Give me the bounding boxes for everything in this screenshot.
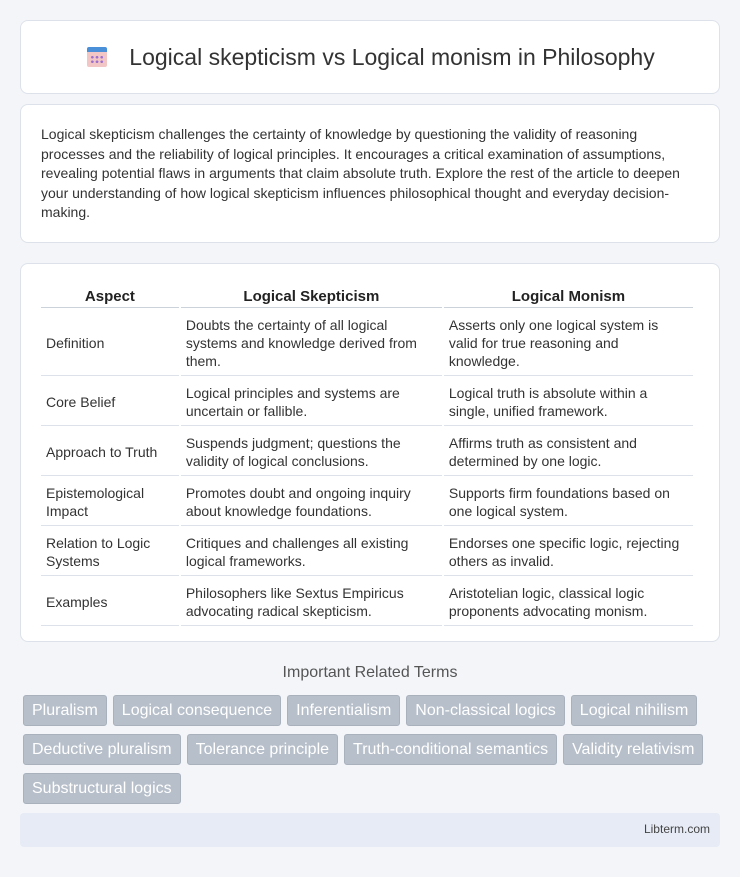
intro-text: Logical skepticism challenges the certainty of knowledge by questioning the validity of reasoning processes and the reliability of logical principles. It encourages a critical examination of assumptions, revealing potential flaws in arguments that claim absolute truth. Explore the rest of the article to deepen your understanding of how logical skepticism influences philosophical thought and everyday decision-making.	[41, 126, 680, 221]
table-header-row	[41, 284, 693, 308]
table-row	[41, 476, 693, 526]
header-aspect: Aspect	[41, 284, 179, 308]
related-term-tag[interactable]: Tolerance principle	[187, 734, 338, 765]
related-term-tag[interactable]: Deductive pluralism	[23, 734, 181, 765]
table-cell: Suspends judgment; questions the validity of logical conclusions.	[181, 426, 442, 476]
table-cell: Relation to Logic Systems	[41, 526, 179, 576]
table-row	[41, 376, 693, 426]
table-cell: Epistemological Impact	[41, 476, 179, 526]
table-cell: Endorses one specific logic, rejecting others as invalid.	[444, 526, 693, 576]
table-cell: Promotes doubt and ongoing inquiry about knowledge foundations.	[181, 476, 442, 526]
intro-card	[20, 104, 720, 243]
header-logical-skepticism: Logical Skepticism	[181, 284, 442, 308]
table-row	[41, 526, 693, 576]
table-cell: Definition	[41, 308, 179, 376]
related-terms-title: Important Related Terms	[282, 664, 458, 681]
table-cell: Affirms truth as consistent and determined by one logic.	[444, 426, 693, 476]
table-cell: Core Belief	[41, 376, 179, 426]
table-cell: Logical principles and systems are uncertain or fallible.	[181, 376, 442, 426]
related-term-tag[interactable]: Substructural logics	[23, 773, 181, 804]
footer-site-link[interactable]: Libterm.com	[643, 822, 710, 836]
related-term-tag[interactable]: Non-classical logics	[406, 695, 565, 726]
comparison-table	[39, 284, 695, 626]
table-cell: Asserts only one logical system is valid for true reasoning and knowledge.	[444, 308, 693, 376]
table-row	[41, 426, 693, 476]
header-logical-monism: Logical Monism	[444, 284, 693, 308]
page-title: Logical skepticism vs Logical monism in Philosophy	[129, 43, 655, 70]
header-card	[20, 20, 720, 94]
related-term-tag[interactable]: Pluralism	[23, 695, 107, 726]
table-cell: Doubts the certainty of all logical systems and knowledge derived from them.	[181, 308, 442, 376]
table-row	[41, 308, 693, 376]
calendar-icon	[85, 45, 109, 69]
table-cell: Philosophers like Sextus Empiricus advocating radical skepticism.	[181, 576, 442, 626]
table-cell: Examples	[41, 576, 179, 626]
related-term-tag[interactable]: Inferentialism	[287, 695, 400, 726]
table-cell: Logical truth is absolute within a single, unified framework.	[444, 376, 693, 426]
related-term-tag[interactable]: Logical consequence	[113, 695, 281, 726]
footer	[20, 813, 720, 847]
related-term-tag[interactable]: Validity relativism	[563, 734, 703, 765]
related-term-tag[interactable]: Truth-conditional semantics	[344, 734, 557, 765]
table-row	[41, 576, 693, 626]
table-cell: Critiques and challenges all existing logical frameworks.	[181, 526, 442, 576]
table-cell: Approach to Truth	[41, 426, 179, 476]
table-cell: Aristotelian logic, classical logic proponents advocating monism.	[444, 576, 693, 626]
comparison-card	[20, 263, 720, 642]
related-term-tag[interactable]: Logical nihilism	[571, 695, 698, 726]
table-cell: Supports firm foundations based on one logical system.	[444, 476, 693, 526]
related-terms-list	[23, 695, 723, 804]
